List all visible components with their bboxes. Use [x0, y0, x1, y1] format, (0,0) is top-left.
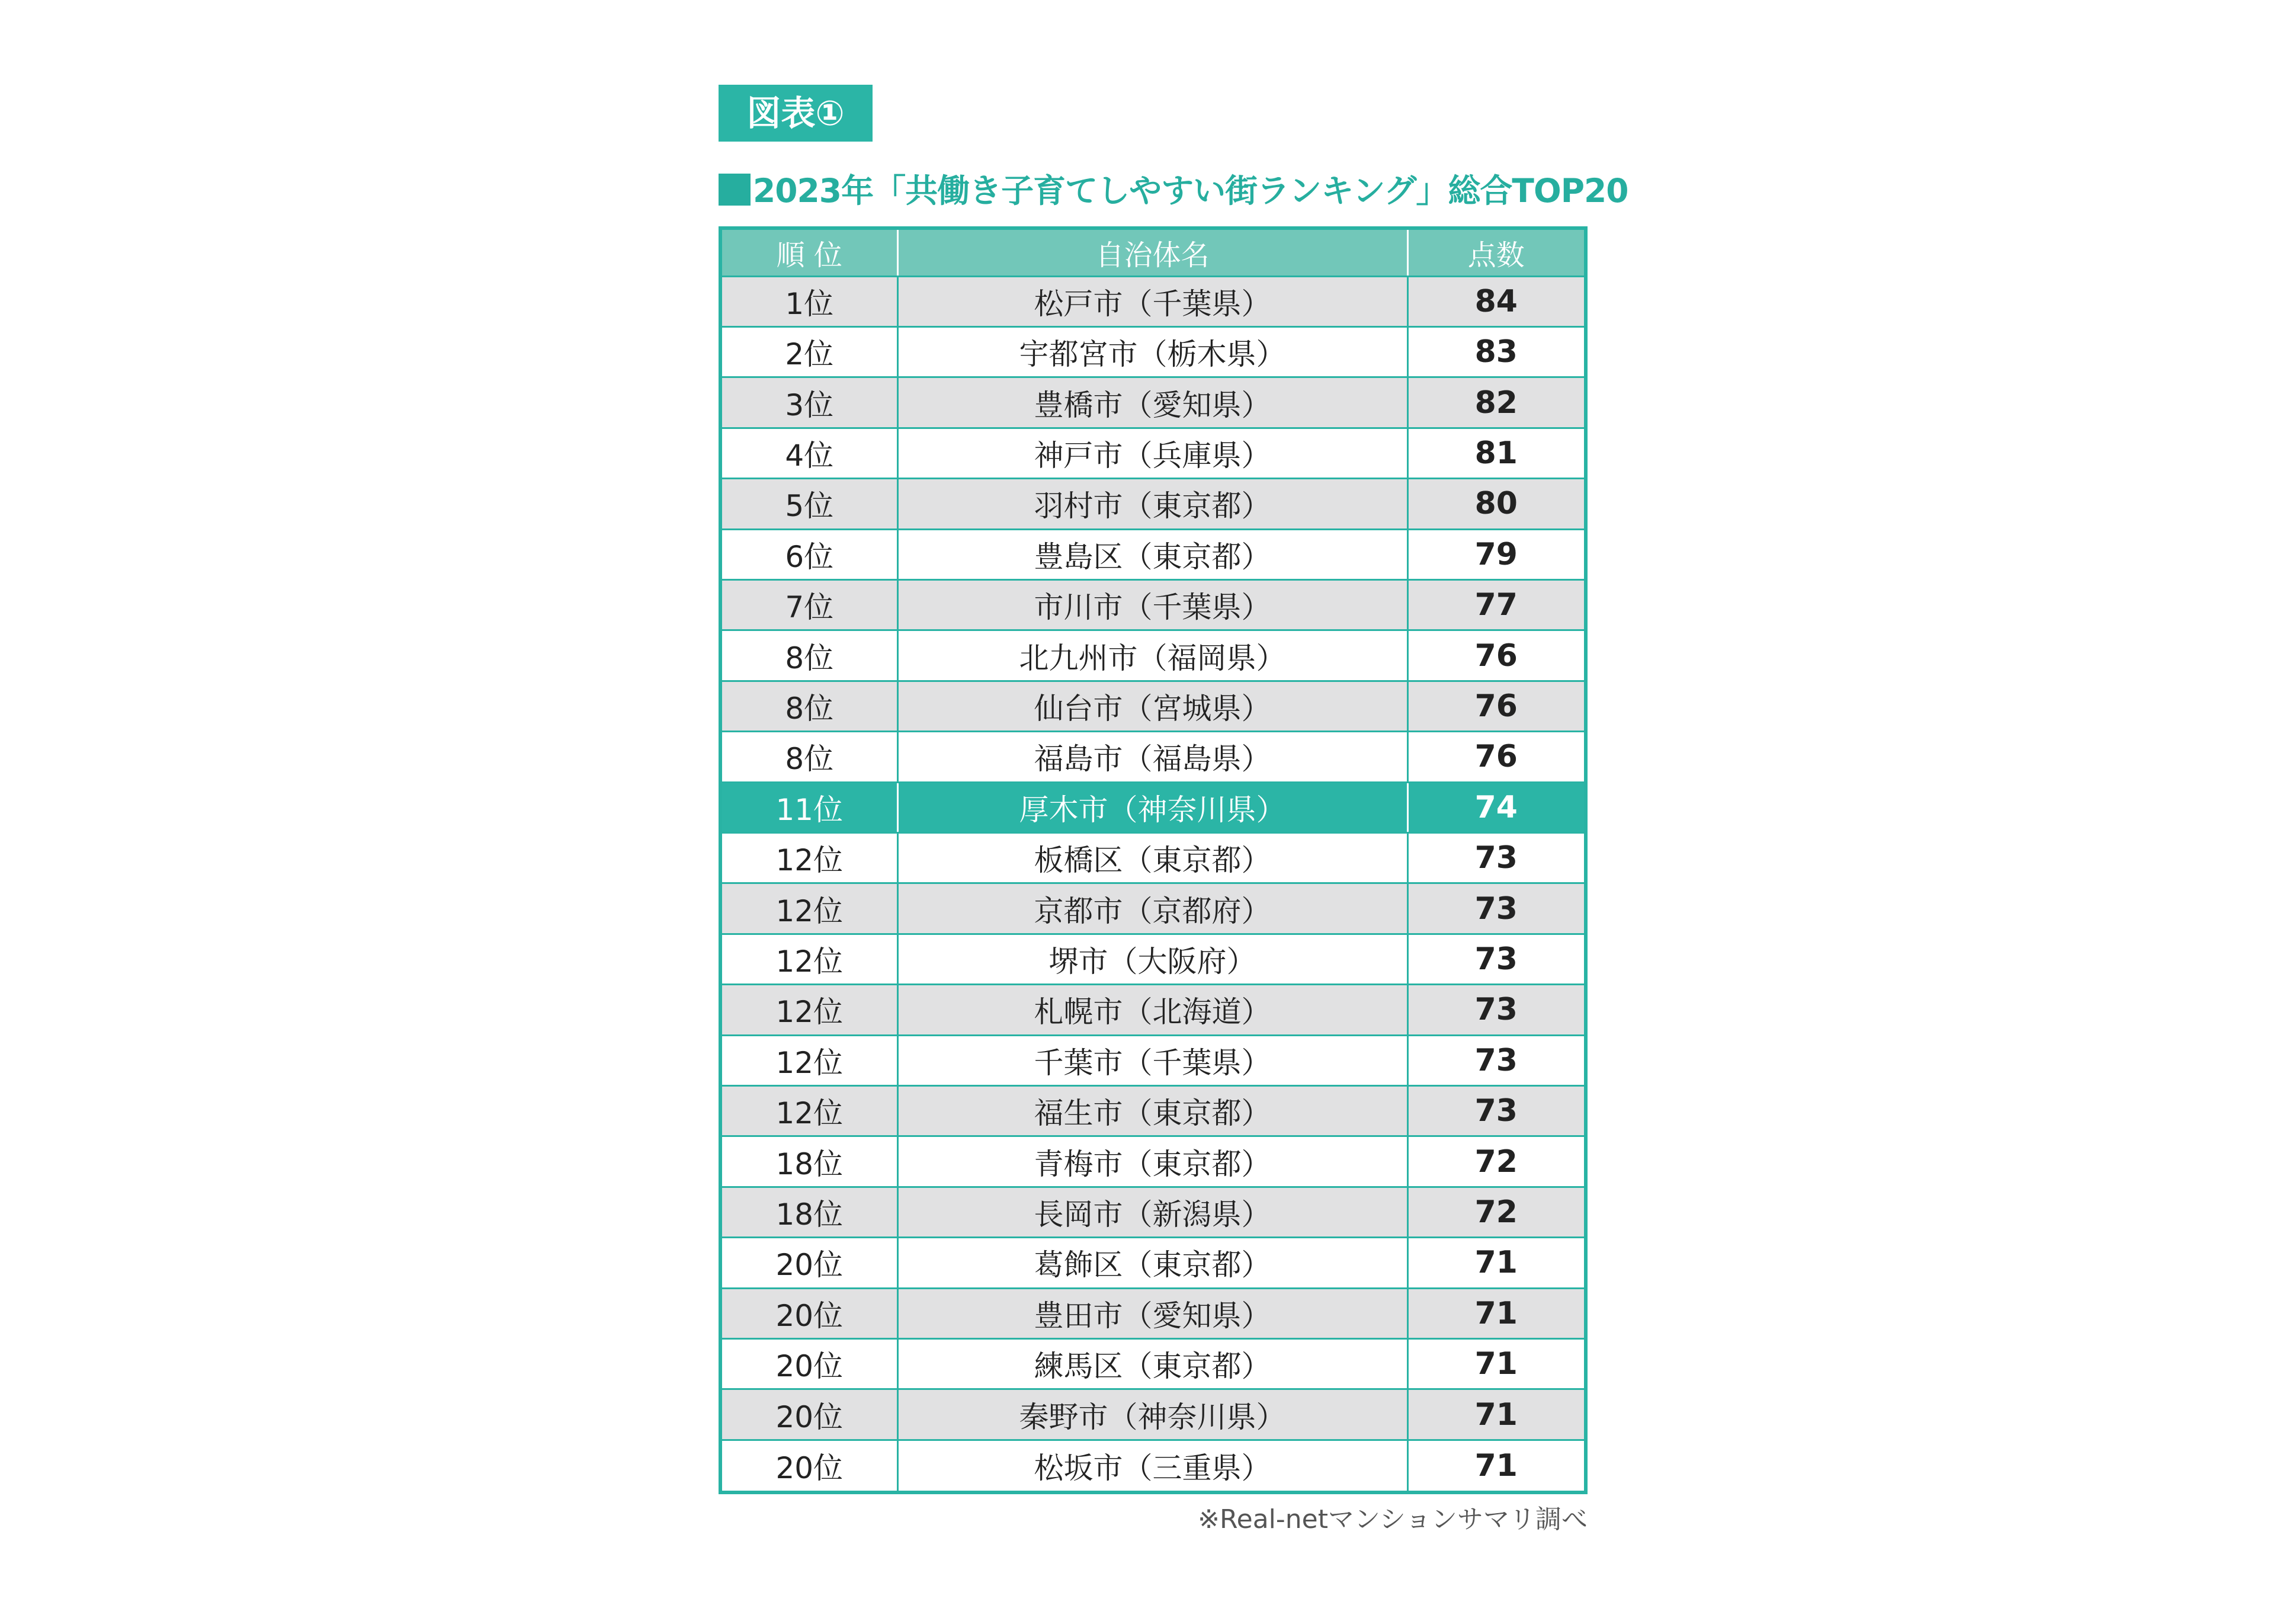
table-row — [722, 832, 1584, 883]
score-cell: 84 — [1407, 276, 1584, 326]
municipality-cell: 札幌市（北海道） — [897, 985, 1407, 1035]
rank-cell: 8位 — [722, 630, 897, 681]
municipality-cell: 羽村市（東京都） — [897, 479, 1407, 529]
score-cell: 71 — [1407, 1339, 1584, 1389]
rank-cell: 12位 — [722, 985, 897, 1035]
column-header-municipality: 自治体名 — [897, 230, 1407, 276]
score-cell: 71 — [1407, 1238, 1584, 1288]
table-header-row — [722, 230, 1584, 276]
rank-cell: 12位 — [722, 1086, 897, 1136]
table-row — [722, 529, 1584, 579]
score-cell: 71 — [1407, 1288, 1584, 1338]
table-row — [722, 883, 1584, 934]
chart-title-text: 2023年「共働き子育てしやすい街ランキング」総合TOP20 — [753, 172, 1628, 210]
table-row — [722, 1238, 1584, 1288]
municipality-cell: 松坂市（三重県） — [897, 1440, 1407, 1491]
score-cell: 74 — [1407, 782, 1584, 832]
score-cell: 73 — [1407, 883, 1584, 934]
rank-cell: 3位 — [722, 377, 897, 428]
table-row — [722, 1288, 1584, 1338]
rank-cell: 20位 — [722, 1288, 897, 1338]
score-cell: 77 — [1407, 579, 1584, 630]
rank-cell: 11位 — [722, 782, 897, 832]
score-cell: 76 — [1407, 732, 1584, 782]
score-cell: 71 — [1407, 1389, 1584, 1440]
score-cell: 72 — [1407, 1136, 1584, 1187]
table-row — [722, 479, 1584, 529]
table-row — [722, 1136, 1584, 1187]
table-row — [722, 732, 1584, 782]
table-row — [722, 1035, 1584, 1085]
table-body — [722, 276, 1584, 1491]
table-row — [722, 326, 1584, 377]
municipality-cell: 長岡市（新潟県） — [897, 1187, 1407, 1237]
score-cell: 79 — [1407, 529, 1584, 579]
ranking-table — [722, 230, 1584, 1491]
rank-cell: 12位 — [722, 934, 897, 984]
municipality-cell: 青梅市（東京都） — [897, 1136, 1407, 1187]
rank-cell: 4位 — [722, 428, 897, 478]
municipality-cell: 板橋区（東京都） — [897, 832, 1407, 883]
municipality-cell: 北九州市（福岡県） — [897, 630, 1407, 681]
score-cell: 73 — [1407, 934, 1584, 984]
table-row — [722, 1339, 1584, 1389]
table-row — [722, 681, 1584, 731]
rank-cell: 20位 — [722, 1440, 897, 1491]
rank-cell: 7位 — [722, 579, 897, 630]
rank-cell: 8位 — [722, 681, 897, 731]
source-note: ※Real-netマンションサマリ調べ — [1198, 1504, 1588, 1534]
table-row — [722, 1086, 1584, 1136]
table-row — [722, 1187, 1584, 1237]
score-cell: 76 — [1407, 630, 1584, 681]
rank-cell: 2位 — [722, 326, 897, 377]
chart-title — [719, 167, 1628, 214]
title-square-icon — [719, 174, 751, 206]
municipality-cell: 練馬区（東京都） — [897, 1339, 1407, 1389]
table-row — [722, 428, 1584, 478]
municipality-cell: 豊田市（愛知県） — [897, 1288, 1407, 1338]
rank-cell: 5位 — [722, 479, 897, 529]
municipality-cell: 厚木市（神奈川県） — [897, 782, 1407, 832]
rank-cell: 6位 — [722, 529, 897, 579]
rank-cell: 12位 — [722, 1035, 897, 1085]
municipality-cell: 葛飾区（東京都） — [897, 1238, 1407, 1288]
rank-cell: 20位 — [722, 1339, 897, 1389]
score-cell: 80 — [1407, 479, 1584, 529]
table-row-highlighted — [722, 782, 1584, 832]
rank-cell: 18位 — [722, 1187, 897, 1237]
municipality-cell: 福島市（福島県） — [897, 732, 1407, 782]
rank-cell: 12位 — [722, 883, 897, 934]
score-cell: 82 — [1407, 377, 1584, 428]
municipality-cell: 市川市（千葉県） — [897, 579, 1407, 630]
table-row — [722, 934, 1584, 984]
municipality-cell: 神戸市（兵庫県） — [897, 428, 1407, 478]
municipality-cell: 豊島区（東京都） — [897, 529, 1407, 579]
municipality-cell: 秦野市（神奈川県） — [897, 1389, 1407, 1440]
rank-cell: 12位 — [722, 832, 897, 883]
rank-cell: 20位 — [722, 1389, 897, 1440]
municipality-cell: 福生市（東京都） — [897, 1086, 1407, 1136]
municipality-cell: 宇都宮市（栃木県） — [897, 326, 1407, 377]
table-row — [722, 1440, 1584, 1491]
municipality-cell: 豊橋市（愛知県） — [897, 377, 1407, 428]
municipality-cell: 仙台市（宮城県） — [897, 681, 1407, 731]
score-cell: 72 — [1407, 1187, 1584, 1237]
score-cell: 73 — [1407, 1035, 1584, 1085]
table-row — [722, 985, 1584, 1035]
ranking-table-frame — [719, 226, 1588, 1494]
table-row — [722, 630, 1584, 681]
column-header-score: 点数 — [1407, 230, 1584, 276]
score-cell: 83 — [1407, 326, 1584, 377]
score-cell: 73 — [1407, 832, 1584, 883]
score-cell: 71 — [1407, 1440, 1584, 1491]
table-row — [722, 1389, 1584, 1440]
rank-cell: 20位 — [722, 1238, 897, 1288]
municipality-cell: 千葉市（千葉県） — [897, 1035, 1407, 1085]
score-cell: 73 — [1407, 1086, 1584, 1136]
table-row — [722, 377, 1584, 428]
score-cell: 76 — [1407, 681, 1584, 731]
table-row — [722, 276, 1584, 326]
table-row — [722, 579, 1584, 630]
rank-cell: 1位 — [722, 276, 897, 326]
rank-cell: 18位 — [722, 1136, 897, 1187]
rank-cell: 8位 — [722, 732, 897, 782]
column-header-rank: 順 位 — [722, 230, 897, 276]
municipality-cell: 京都市（京都府） — [897, 883, 1407, 934]
municipality-cell: 堺市（大阪府） — [897, 934, 1407, 984]
score-cell: 81 — [1407, 428, 1584, 478]
score-cell: 73 — [1407, 985, 1584, 1035]
municipality-cell: 松戸市（千葉県） — [897, 276, 1407, 326]
figure-tag: 図表① — [719, 85, 873, 142]
